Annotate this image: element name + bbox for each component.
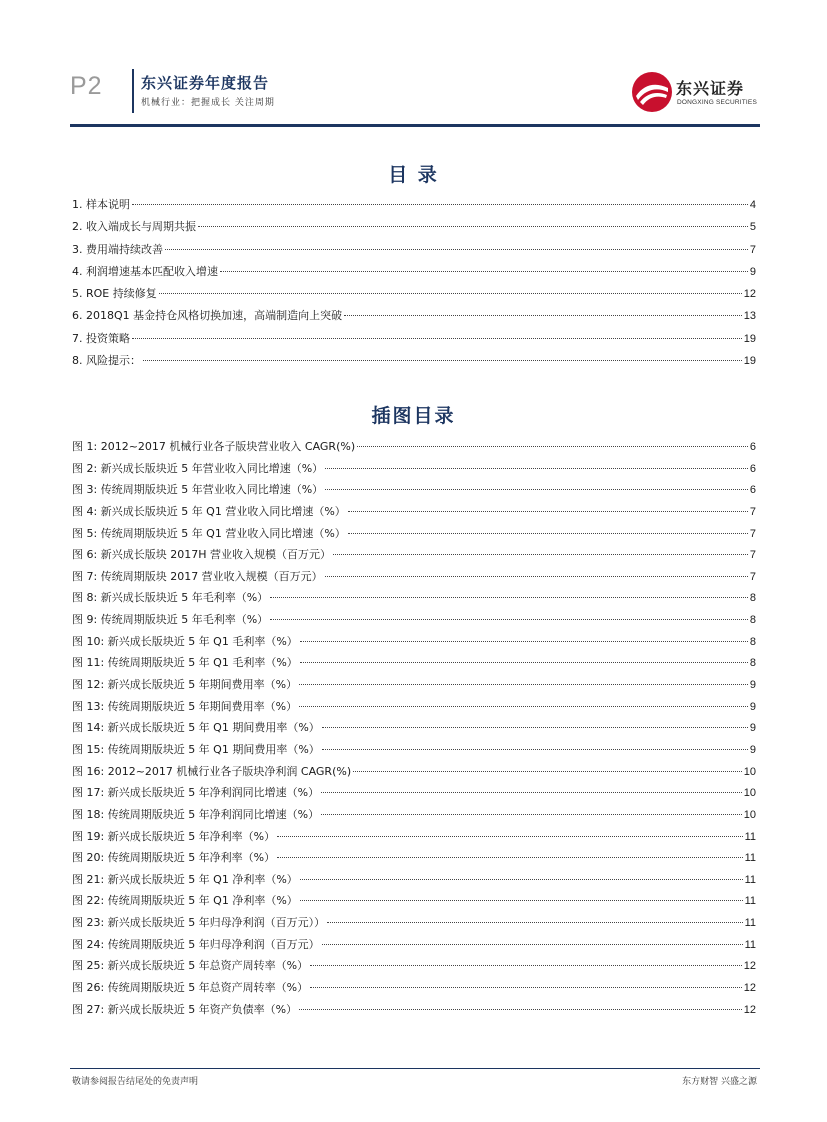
figure-entry-text: 图 20: 传统周期版块近 5 年净利率（%） xyxy=(72,851,276,865)
dot-leader xyxy=(132,204,748,205)
figure-entry-page: 9 xyxy=(749,722,756,735)
figure-entry-text: 图 7: 传统周期版块 2017 营业收入规模（百万元） xyxy=(72,569,323,583)
dot-leader xyxy=(159,293,742,294)
dot-leader xyxy=(143,360,742,361)
toc-entry-text: 4. 利润增速基本匹配收入增速 xyxy=(72,264,218,278)
figure-entry-text: 图 8: 新兴成长版块近 5 年毛利率（%） xyxy=(72,591,269,605)
dot-leader xyxy=(299,706,748,707)
figure-entry-text: 图 24: 传统周期版块近 5 年归母净利润（百万元） xyxy=(72,937,320,951)
figure-entry[interactable] xyxy=(72,591,756,613)
figure-entry-page: 7 xyxy=(749,527,756,540)
figure-entry[interactable] xyxy=(72,570,756,592)
figure-entry-page: 8 xyxy=(749,592,756,605)
figure-entry[interactable] xyxy=(72,1003,756,1025)
dot-leader xyxy=(300,900,743,901)
toc-entry[interactable] xyxy=(72,309,756,331)
figure-entry-page: 11 xyxy=(744,895,756,908)
figure-entry[interactable] xyxy=(72,548,756,570)
dot-leader xyxy=(322,727,748,728)
figure-entry[interactable] xyxy=(72,656,756,678)
dot-leader xyxy=(310,965,742,966)
figure-entry-page: 6 xyxy=(749,484,756,497)
figure-entry[interactable] xyxy=(72,851,756,873)
toc-entry-text: 7. 投资策略 xyxy=(72,331,130,345)
figure-entry-text: 图 5: 传统周期版块近 5 年 Q1 营业收入同比增速（%） xyxy=(72,526,346,540)
toc-entry-text: 3. 费用端持续改善 xyxy=(72,242,163,256)
report-title: 东兴证券年度报告 xyxy=(141,74,270,92)
figure-entry-page: 10 xyxy=(743,808,756,821)
figure-entry-page: 6 xyxy=(749,462,756,475)
figure-entry-page: 11 xyxy=(744,830,756,843)
figure-entry[interactable] xyxy=(72,483,756,505)
figure-entry-page: 7 xyxy=(749,570,756,583)
toc-entry-text: 8. 风险提示： xyxy=(72,354,141,368)
dot-leader xyxy=(270,619,748,620)
figure-entry[interactable] xyxy=(72,440,756,462)
figure-entry[interactable] xyxy=(72,721,756,743)
figure-entry-text: 图 11: 传统周期版块近 5 年 Q1 毛利率（%） xyxy=(72,656,298,670)
figure-entry-page: 12 xyxy=(743,1003,756,1016)
dot-leader xyxy=(325,468,748,469)
footer-rule xyxy=(70,1068,760,1069)
figure-entry[interactable] xyxy=(72,678,756,700)
figure-entry-page: 12 xyxy=(743,960,756,973)
company-logo xyxy=(630,70,760,114)
figure-entry-text: 图 25: 新兴成长版块近 5 年总资产周转率（%） xyxy=(72,959,309,973)
toc-entry-page: 19 xyxy=(743,332,756,345)
figure-entry-text: 图 2: 新兴成长版块近 5 年营业收入同比增速（%） xyxy=(72,461,324,475)
toc-entry-page: 12 xyxy=(743,288,756,301)
figure-entry[interactable] xyxy=(72,743,756,765)
dot-leader xyxy=(357,446,748,447)
dot-leader xyxy=(321,814,742,815)
figure-entry-page: 9 xyxy=(749,743,756,756)
dot-leader xyxy=(132,338,742,339)
figure-entry-page: 7 xyxy=(749,505,756,518)
figure-entry[interactable] xyxy=(72,938,756,960)
toc-entry-page: 13 xyxy=(743,310,756,323)
dot-leader xyxy=(300,879,743,880)
figure-entry[interactable] xyxy=(72,959,756,981)
figure-entry[interactable] xyxy=(72,527,756,549)
toc-title: 目 录 xyxy=(388,164,439,186)
report-subtitle: 机械行业：把握成长 关注周期 xyxy=(141,98,275,108)
dot-leader xyxy=(322,944,743,945)
dot-leader xyxy=(299,1009,742,1010)
figure-entry-text: 图 9: 传统周期版块近 5 年毛利率（%） xyxy=(72,613,269,627)
figure-entry-text: 图 10: 新兴成长版块近 5 年 Q1 毛利率（%） xyxy=(72,634,298,648)
header-rule xyxy=(70,124,760,127)
dot-leader xyxy=(220,271,748,272)
footer-disclaimer: 敬请参阅报告结尾处的免责声明 xyxy=(72,1077,199,1087)
figure-entry[interactable] xyxy=(72,700,756,722)
toc-entry-text: 6. 2018Q1 基金持仓风格切换加速，高端制造向上突破 xyxy=(72,309,343,323)
figure-entry[interactable] xyxy=(72,786,756,808)
footer-slogan: 东方财智 兴盛之源 xyxy=(682,1077,757,1087)
figures-list xyxy=(72,440,756,1024)
toc-entry[interactable] xyxy=(72,265,756,287)
toc-entry-page: 7 xyxy=(749,243,756,256)
figure-entry-page: 10 xyxy=(743,787,756,800)
figure-entry-text: 图 1: 2012~2017 机械行业各子版块营业收入 CAGR(%) xyxy=(72,440,356,453)
figure-entry-text: 图 27: 新兴成长版块近 5 年资产负债率（%） xyxy=(72,1002,298,1016)
toc-entry[interactable] xyxy=(72,198,756,220)
figure-entry-text: 图 26: 传统周期版块近 5 年总资产周转率（%） xyxy=(72,981,309,995)
logo-mark-icon xyxy=(630,70,674,114)
logo-english: DONGXING SECURITIES xyxy=(677,99,758,106)
dot-leader xyxy=(353,771,742,772)
toc-entry-page: 4 xyxy=(749,199,756,211)
figure-entry-text: 图 22: 传统周期版块近 5 年 Q1 净利率（%） xyxy=(72,894,298,908)
dot-leader xyxy=(321,792,742,793)
figure-entry-page: 7 xyxy=(749,549,756,562)
dot-leader xyxy=(277,857,742,858)
dot-leader xyxy=(348,533,748,534)
toc-entry[interactable] xyxy=(72,287,756,309)
dot-leader xyxy=(310,987,742,988)
toc-entry[interactable] xyxy=(72,220,756,242)
dot-leader xyxy=(344,315,742,316)
figure-entry-text: 图 3: 传统周期版块近 5 年营业收入同比增速（%） xyxy=(72,483,324,497)
figure-entry[interactable] xyxy=(72,505,756,527)
toc-entry-page: 5 xyxy=(749,221,756,234)
figure-entry-text: 图 16: 2012~2017 机械行业各子版块净利润 CAGR(%) xyxy=(72,764,352,778)
figure-entry[interactable] xyxy=(72,916,756,938)
figure-entry-text: 图 17: 新兴成长版块近 5 年净利润同比增速（%） xyxy=(72,786,320,800)
toc-entry-text: 1. 样本说明 xyxy=(72,198,130,211)
dot-leader xyxy=(198,226,748,227)
figure-entry-text: 图 23: 新兴成长版块近 5 年归母净利润（百万元）） xyxy=(72,916,326,930)
figure-entry[interactable] xyxy=(72,830,756,852)
toc-entry[interactable] xyxy=(72,354,756,376)
figure-entry-page: 10 xyxy=(743,765,756,778)
figure-entry-page: 11 xyxy=(744,852,756,865)
figure-entry-page: 6 xyxy=(749,441,756,453)
dot-leader xyxy=(270,597,748,598)
dot-leader xyxy=(325,576,748,577)
dot-leader xyxy=(322,749,748,750)
figure-entry-page: 12 xyxy=(743,982,756,995)
dot-leader xyxy=(327,922,742,923)
figure-entry-text: 图 6: 新兴成长版块 2017H 营业收入规模（百万元） xyxy=(72,548,331,562)
figure-entry-text: 图 14: 新兴成长版块近 5 年 Q1 期间费用率（%） xyxy=(72,721,320,735)
figure-entry-page: 11 xyxy=(744,917,756,930)
figure-entry-text: 图 12: 新兴成长版块近 5 年期间费用率（%） xyxy=(72,678,298,692)
dot-leader xyxy=(165,249,748,250)
figure-entry[interactable] xyxy=(72,808,756,830)
figure-entry-text: 图 15: 传统周期版块近 5 年 Q1 期间费用率（%） xyxy=(72,742,320,756)
figure-entry-text: 图 13: 传统周期版块近 5 年期间费用率（%） xyxy=(72,699,298,713)
figure-entry-text: 图 19: 新兴成长版块近 5 年净利率（%） xyxy=(72,829,276,843)
toc-entry-text: 2. 收入端成长与周期共振 xyxy=(72,220,196,234)
figure-entry-page: 11 xyxy=(744,938,756,951)
toc-list xyxy=(72,198,756,376)
figures-title: 插图目录 xyxy=(371,405,456,427)
page-header xyxy=(0,0,827,128)
figure-entry-page: 8 xyxy=(749,657,756,670)
header-divider xyxy=(132,69,134,113)
figure-entry-text: 图 21: 新兴成长版块近 5 年 Q1 净利率（%） xyxy=(72,872,298,886)
figure-entry[interactable] xyxy=(72,462,756,484)
dot-leader xyxy=(300,641,748,642)
figure-entry-page: 11 xyxy=(744,873,756,886)
figure-entry[interactable] xyxy=(72,873,756,895)
figure-entry[interactable] xyxy=(72,765,756,787)
toc-entry[interactable] xyxy=(72,243,756,265)
logo-name: 东兴证券 xyxy=(676,79,745,98)
toc-entry-page: 9 xyxy=(749,265,756,278)
toc-entry-text: 5. ROE 持续修复 xyxy=(72,287,157,301)
figure-entry[interactable] xyxy=(72,635,756,657)
dot-leader xyxy=(325,489,748,490)
toc-entry-page: 19 xyxy=(743,355,756,368)
page-number: P2 xyxy=(70,72,103,100)
dot-leader xyxy=(277,836,742,837)
dot-leader xyxy=(348,511,748,512)
figure-entry-page: 9 xyxy=(749,700,756,713)
figure-entry-page: 9 xyxy=(749,679,756,692)
toc-entry[interactable] xyxy=(72,332,756,354)
dot-leader xyxy=(299,684,748,685)
figure-entry[interactable] xyxy=(72,894,756,916)
figure-entry-text: 图 18: 传统周期版块近 5 年净利润同比增速（%） xyxy=(72,807,320,821)
dot-leader xyxy=(300,662,748,663)
figure-entry[interactable] xyxy=(72,981,756,1003)
figure-entry[interactable] xyxy=(72,613,756,635)
figure-entry-text: 图 4: 新兴成长版块近 5 年 Q1 营业收入同比增速（%） xyxy=(72,504,346,518)
dot-leader xyxy=(333,554,748,555)
figure-entry-page: 8 xyxy=(749,614,756,627)
figure-entry-page: 8 xyxy=(749,635,756,648)
